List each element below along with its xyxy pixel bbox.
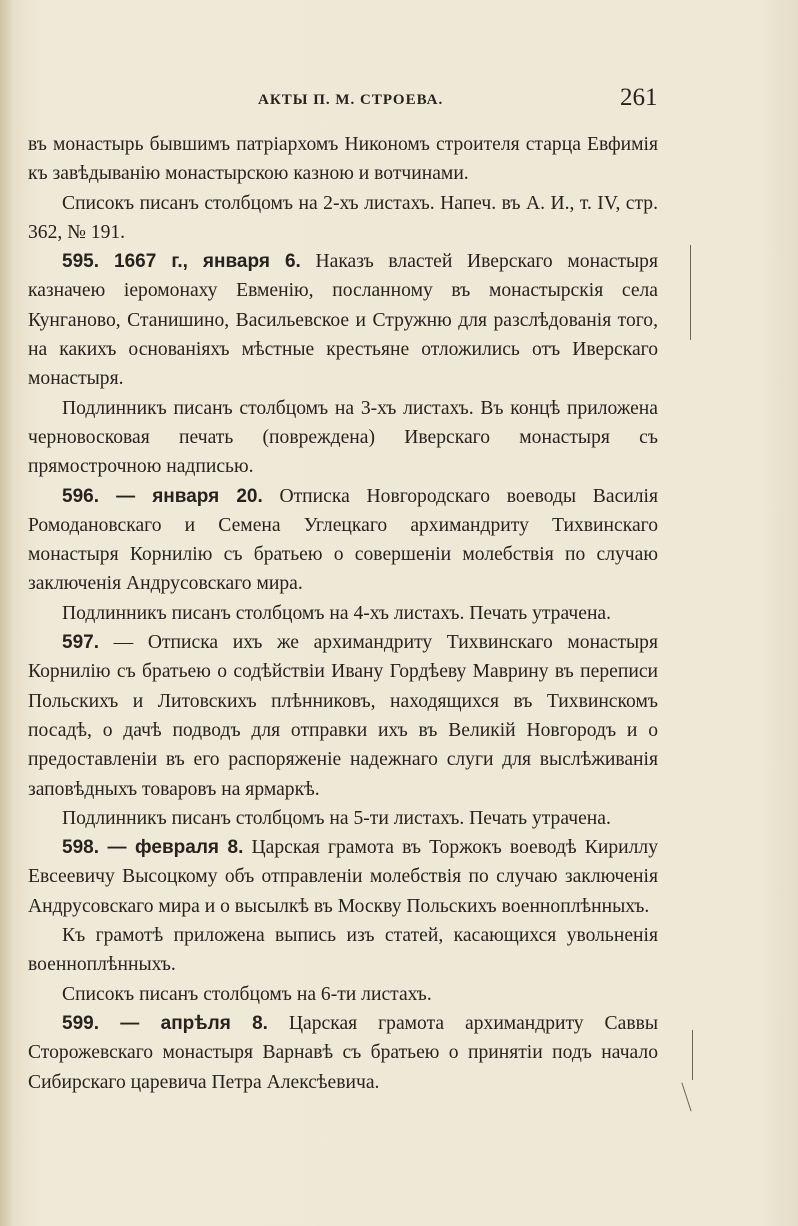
paragraph-note bbox=[28, 980, 658, 1009]
paragraph-text: Подлинникъ писанъ столбцомъ на 5-ти листахъ. Печать утрачена. bbox=[62, 807, 611, 829]
paragraph-text: въ монастырь бывшимъ патріархомъ Никономъ строителя старца Евфимія къ завѣдыванію монастырскою казною и вотчинами. bbox=[28, 134, 658, 185]
paragraph-text: Списокъ писанъ столбцомъ на 2-хъ листахъ. Напеч. въ А. И., т. IV, стр. 362, № 191. bbox=[28, 192, 658, 243]
entry-heading: 596. — января 20. bbox=[62, 485, 263, 507]
margin-pencil-mark bbox=[681, 1083, 691, 1112]
margin-pencil-mark bbox=[690, 245, 691, 340]
paragraph-text: Къ грамотѣ приложена выпись изъ статей, касающихся увольненія военноплѣнныхъ. bbox=[28, 925, 658, 976]
paragraph-note bbox=[28, 189, 658, 248]
running-title: АКТЫ П. М. СТРОЕВА. bbox=[258, 92, 444, 108]
paragraph-text: Подлинникъ писанъ столбцомъ на 3-хъ листахъ. Въ концѣ приложена черновосковая печать (повреждена) Иверскаго монастыря съ прямострочною надписью. bbox=[28, 397, 658, 478]
paragraph-text: Подлинникъ писанъ столбцомъ на 4-хъ листахъ. Печать утрачена. bbox=[62, 602, 612, 624]
margin-pencil-mark bbox=[692, 1030, 693, 1080]
paragraph-note bbox=[28, 921, 658, 980]
entry-heading: 599. — апрѣля 8. bbox=[62, 1012, 268, 1034]
entry-heading: 595. 1667 г., января 6. bbox=[62, 251, 301, 273]
entry-text: Наказъ властей Иверскаго монастыря казначею іеромонаху Евменію, посланному въ монастырскія села Кунганово, Станишино, Васильевское и Стружню для разслѣдованія того, на какихъ основаніяхъ мѣстные крестьяне отложились отъ Иверскаго монастыря. bbox=[28, 251, 658, 390]
paragraph-note bbox=[28, 394, 658, 482]
entry-597 bbox=[28, 628, 658, 804]
paragraph-note bbox=[28, 804, 658, 833]
entry-text: — Отписка ихъ же архимандриту Тихвинскаго монастыря Корнилію съ братьею о содѣйствіи Ивану Гордѣеву Маврину въ переписи Польскихъ и Литовскихъ плѣнниковъ, находящихся въ Тихвинскомъ посадѣ, о дачѣ подводъ для отправки ихъ въ Великій Новгородъ и о предоставленіи въ его распоряженіе надежнаго слуги для выслѣживанія заповѣдныхъ товаровъ на ярмаркѣ. bbox=[28, 632, 658, 800]
paragraph-text: Списокъ писанъ столбцомъ на 6-ти листахъ. bbox=[62, 983, 432, 1005]
entry-text: Отписка Новгородскаго воеводы Василія Ромодановскаго и Семена Углецкаго архимандриту Тихвинскаго монастыря Корнилію съ братьею о совершеніи молебствія по случаю заключенія Андрусовскаго мира. bbox=[28, 485, 658, 595]
entry-595 bbox=[28, 247, 658, 393]
page-header bbox=[0, 84, 798, 118]
entry-596 bbox=[28, 482, 658, 599]
entry-598 bbox=[28, 833, 658, 921]
page-number: 261 bbox=[620, 84, 658, 111]
entry-text: Царская грамота архимандриту Саввы Сторожевскаго монастыря Варнавѣ съ братьею о принятіи подъ начало Сибирскаго царевича Петра Алексѣевича. bbox=[28, 1012, 658, 1093]
entry-heading: 598. — февраля 8. bbox=[62, 837, 244, 859]
entry-heading: 597. bbox=[62, 632, 99, 654]
paragraph-continuation bbox=[28, 130, 658, 189]
entry-text: Царская грамота въ Торжокъ воеводѣ Кириллу Евсеевичу Высоцкому объ отправленіи молебствія по случаю заключенія Андрусовскаго мира и о высылкѣ въ Москву Польскихъ военноплѣнныхъ. bbox=[28, 837, 658, 917]
page-body bbox=[28, 130, 658, 1097]
paragraph-note bbox=[28, 599, 658, 628]
entry-599 bbox=[28, 1009, 658, 1097]
